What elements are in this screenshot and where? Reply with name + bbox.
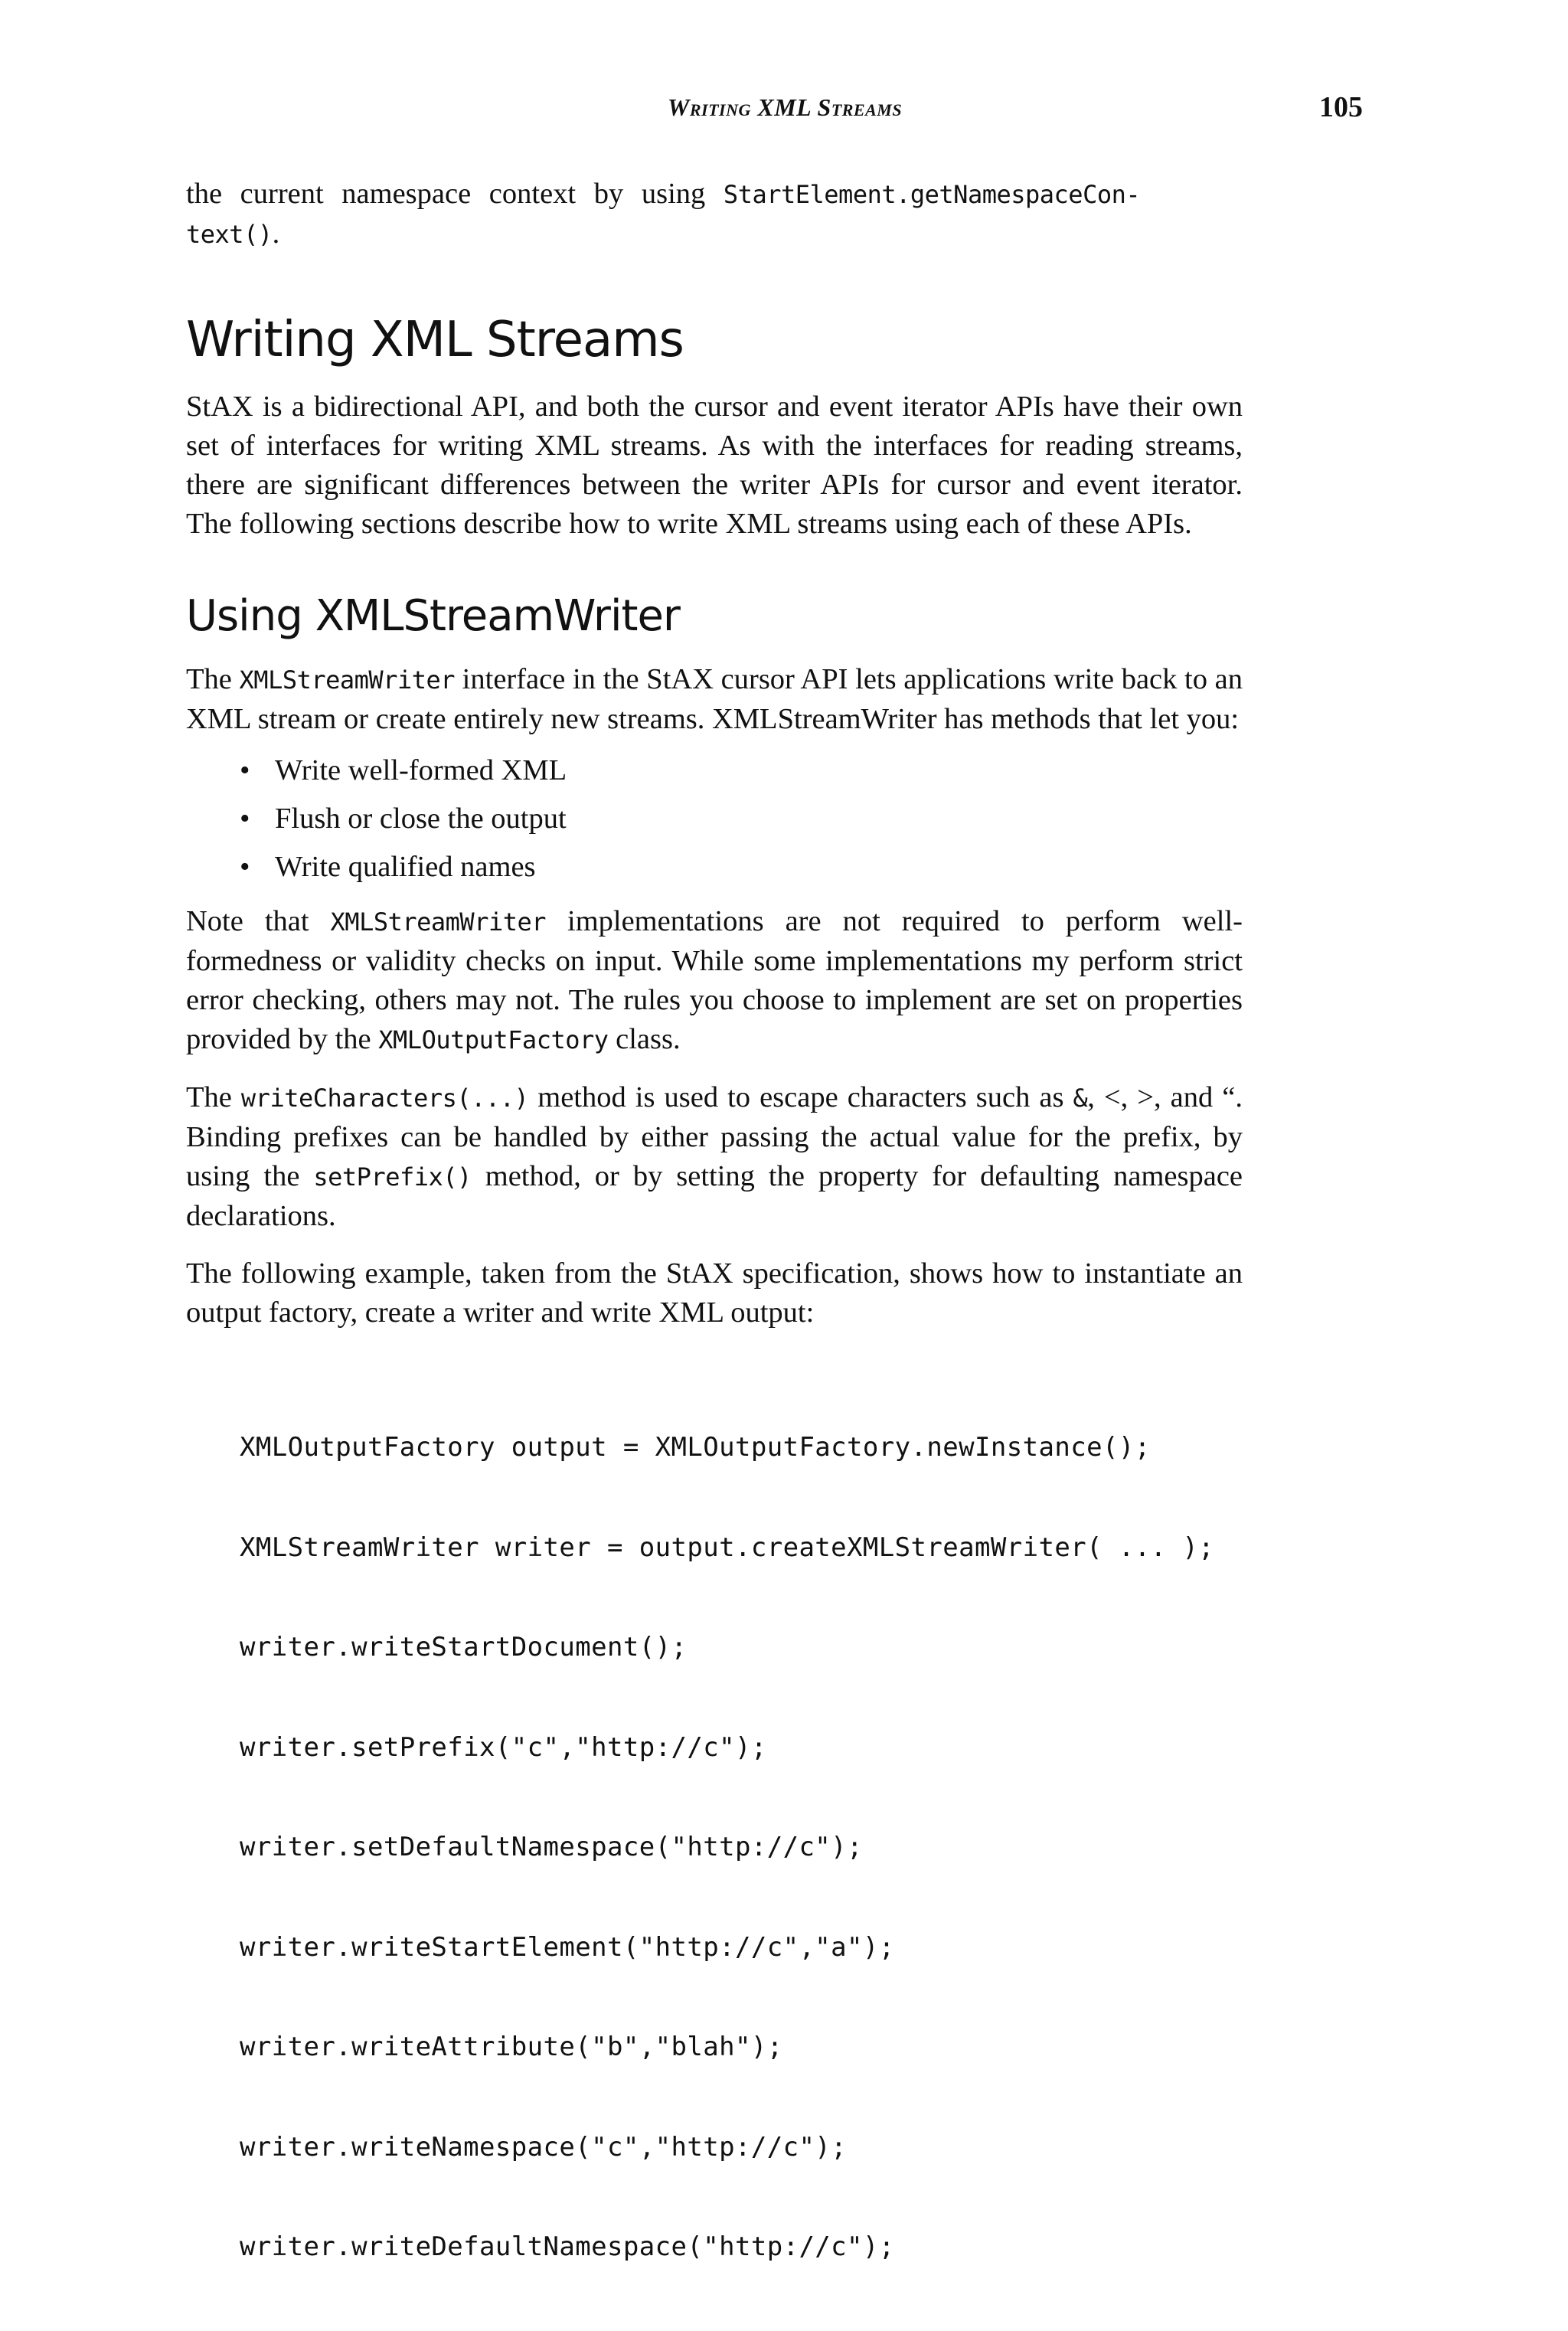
p3-text-3: , <, >, and “. Binding prefixes can be handled by either passing the actual value for the prefix, by using the [186, 1081, 1243, 1192]
intro-paragraph [186, 175, 1243, 254]
section-heading: Writing XML Streams [186, 312, 684, 368]
p1-text-2: interface in the StAX cursor API lets applications write back to an XML stream or create entirely new streams. XMLStreamWriter has methods that let you: [186, 663, 1243, 735]
subsection-paragraph-1 [186, 660, 1243, 739]
intro-text-end: . [272, 217, 280, 250]
bullet-marker: • [240, 754, 250, 786]
p1-code-1: XMLStreamWriter [239, 665, 456, 695]
p3-code-1: writeCharacters(...) [240, 1084, 529, 1113]
p2-text-2: implementations are not required to perform well-formedness or validity checks on input. While some implementations my perform strict error checking, others may not. The rules you choose to implement are set on properties provided by the [186, 905, 1243, 1055]
bullet-list [186, 747, 1243, 891]
running-header [0, 90, 1568, 127]
section-paragraph: StAX is a bidirectional API, and both the cursor and event iterator APIs have their own set of interfaces for writing XML streams. As with the interfaces for reading streams, there are significant differences between the writer APIs for cursor and event iterator. The following sections describe how to write XML streams using each of these APIs. [186, 391, 1243, 540]
subsection-paragraph-2 [186, 902, 1243, 1060]
code-line: XMLStreamWriter writer = output.createXMLStreamWriter( ... ); [240, 1532, 1215, 1563]
intro-code-cont: text() [186, 220, 273, 249]
p3-code-3: setPrefix() [313, 1162, 472, 1192]
code-line: writer.setPrefix("c","http://c"); [240, 1731, 767, 1763]
subsection-heading: Using XMLStreamWriter [186, 591, 680, 641]
p3-text-1: The [186, 1081, 241, 1113]
code-line: writer.writeAttribute("b","blah"); [240, 2032, 783, 2062]
list-item [240, 843, 1243, 891]
p2-text-3: class. [608, 1023, 681, 1055]
intro-text: the current namespace context by using [186, 178, 724, 210]
code-line: writer.writeDefaultNamespace("http://c"); [240, 2231, 895, 2262]
page-content [186, 175, 1243, 2331]
running-title: Writing XML Streams [667, 93, 903, 121]
subsection-paragraph-4: The following example, taken from the StAX specification, shows how to instantiate an output factory, create a writer and write XML output: [186, 1257, 1243, 1329]
p1-text-1: The [186, 663, 240, 695]
list-item [240, 747, 1243, 795]
p2-code-2: XMLOutputFactory [378, 1025, 609, 1054]
p3-text-4: method, or by setting the property for defaulting namespace declarations. [186, 1160, 1243, 1232]
subsection-paragraph-3 [186, 1078, 1243, 1236]
p2-text-1: Note that [186, 905, 331, 937]
bullet-marker: • [240, 803, 250, 835]
p3-code-2: & [1073, 1084, 1088, 1113]
code-line: XMLOutputFactory output = XMLOutputFactory.newInstance(); [240, 1432, 1151, 1463]
p3-text-2: method is used to escape characters such as [528, 1081, 1073, 1113]
code-block [186, 1365, 1243, 2331]
bullet-text: Write qualified names [275, 851, 536, 883]
list-item [240, 795, 1243, 843]
bullet-marker: • [240, 851, 250, 883]
page-number: 105 [1319, 91, 1363, 123]
bullet-text: Write well-formed XML [275, 754, 567, 786]
code-line: writer.writeStartDocument(); [240, 1632, 688, 1662]
intro-code: StartElement.getNamespaceCon- [723, 180, 1141, 209]
p2-code-1: XMLStreamWriter [330, 907, 547, 937]
code-line: writer.setDefaultNamespace("http://c"); [240, 1832, 863, 1862]
code-line: writer.writeStartElement("http://c","a"); [240, 1931, 895, 1963]
bullet-text: Flush or close the output [275, 803, 567, 835]
code-line: writer.writeNamespace("c","http://c"); [240, 2131, 848, 2163]
